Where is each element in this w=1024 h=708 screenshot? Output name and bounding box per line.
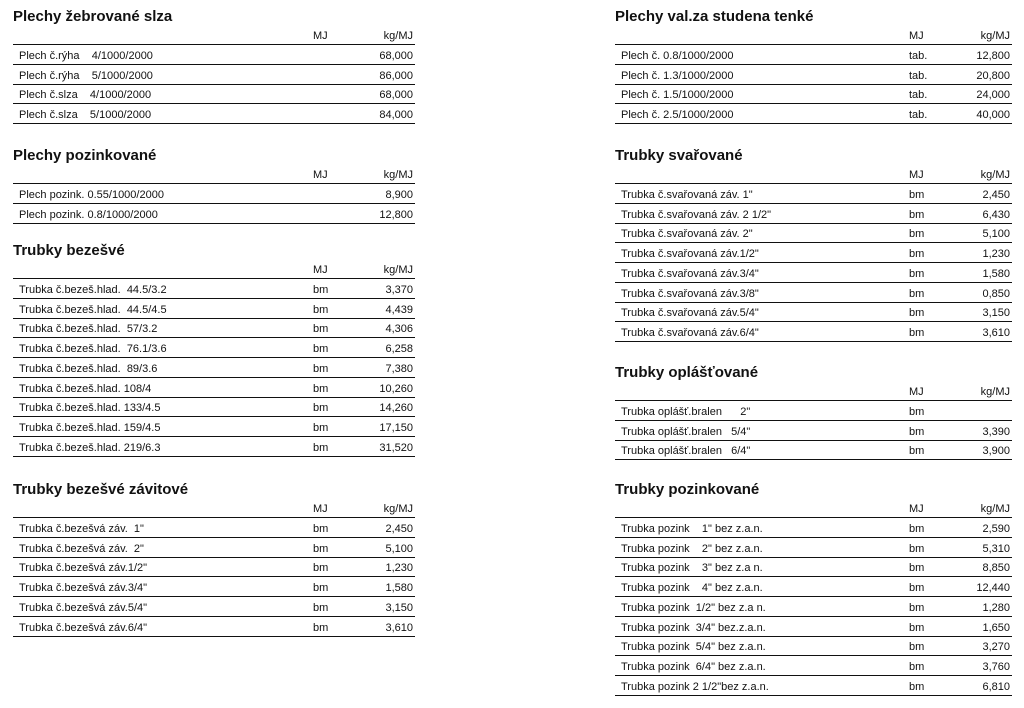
- item-name: Trubka č.svařovaná záv. 2": [621, 228, 753, 241]
- section-trubky-oplastovane: [615, 363, 1012, 460]
- item-unit: bm: [313, 323, 329, 336]
- header-mj: MJ: [313, 503, 328, 515]
- item-unit: tab.: [909, 69, 928, 82]
- item-weight: 1,580: [982, 267, 1010, 280]
- table-row: [615, 637, 1012, 657]
- column-header: [13, 261, 415, 279]
- item-unit: bm: [313, 582, 329, 594]
- item-name: Trubka oplášť.bralen 5/4": [621, 425, 751, 438]
- item-unit: bm: [313, 601, 329, 614]
- item-unit: bm: [909, 562, 925, 575]
- item-name: Trubka č.bezeš.hlad. 108/4: [19, 382, 152, 395]
- item-weight: 3,610: [982, 327, 1010, 339]
- item-unit: bm: [313, 441, 329, 454]
- table-row: [615, 676, 1012, 696]
- item-unit: bm: [909, 601, 925, 614]
- item-unit: bm: [909, 621, 925, 634]
- item-unit: bm: [909, 445, 925, 458]
- item-weight: 5,100: [982, 228, 1010, 241]
- table-row: [13, 65, 415, 85]
- section-title: Trubky svařované: [615, 147, 743, 164]
- header-mj: MJ: [909, 503, 924, 515]
- item-weight: 3,900: [982, 445, 1010, 458]
- header-mj: MJ: [909, 386, 924, 398]
- item-name: Trubka č.svařovaná záv.3/8": [621, 287, 759, 300]
- item-weight: 1,230: [982, 248, 1010, 260]
- column-header: [615, 27, 1012, 45]
- item-name: Plech č. 0.8/1000/2000: [621, 49, 734, 62]
- item-name: Trubka č.bezeš.hlad. 133/4.5: [19, 402, 161, 415]
- item-weight: 17,150: [379, 422, 413, 434]
- item-unit: bm: [909, 228, 925, 241]
- section-trubky-svarovane: [615, 146, 1012, 342]
- item-name: Trubka č.bezeš.hlad. 219/6.3: [19, 441, 161, 454]
- header-kg: kg/MJ: [383, 503, 413, 515]
- item-name: Trubka č.bezeš.hlad. 76.1/3.6: [19, 343, 167, 355]
- item-unit: tab.: [909, 89, 928, 102]
- item-unit: bm: [313, 522, 329, 535]
- item-name: Trubka č.svařovaná záv.3/4": [621, 267, 759, 280]
- section-title: Plechy žebrované slza: [13, 8, 173, 25]
- table-row: [13, 597, 415, 617]
- item-name: Trubka oplášť.bralen 6/4": [621, 445, 751, 458]
- item-name: Trubka č.bezešvá záv.5/4": [19, 601, 148, 614]
- table-row: [615, 558, 1012, 578]
- item-name: Trubka pozink 5/4" bez z.a.n.: [621, 641, 766, 654]
- table-row: [615, 303, 1012, 323]
- item-unit: bm: [909, 327, 925, 339]
- item-weight: 6,810: [982, 680, 1010, 693]
- section-title: Trubky pozinkované: [615, 481, 760, 498]
- item-unit: bm: [313, 542, 329, 555]
- header-mj: MJ: [909, 30, 924, 42]
- header-mj: MJ: [909, 169, 924, 181]
- item-weight: 3,150: [385, 601, 413, 614]
- section-title: Trubky bezešvé závitové: [13, 481, 189, 498]
- section-title: Plechy val.za studena tenké: [615, 8, 814, 25]
- item-weight: 4,306: [385, 323, 413, 336]
- item-weight: 68,000: [379, 89, 413, 102]
- item-name: Trubka č.bezešvá záv. 1": [19, 522, 144, 535]
- item-weight: 6,258: [385, 343, 413, 355]
- item-weight: 3,390: [982, 425, 1010, 438]
- item-name: Trubka č.svařovaná záv.6/4": [621, 327, 759, 339]
- section-plechy-val-za-studena-tenke: [615, 7, 1012, 124]
- section-trubky-pozinkovane: [615, 480, 1012, 696]
- item-unit: bm: [909, 542, 925, 555]
- table-row: [615, 45, 1012, 65]
- item-name: Trubka pozink 1/2" bez z.a n.: [621, 601, 766, 614]
- item-name: Trubka č.svařovaná záv. 2 1/2": [621, 208, 772, 221]
- item-unit: bm: [909, 248, 925, 260]
- table-row: [615, 518, 1012, 538]
- item-weight: 0,850: [982, 287, 1010, 300]
- table-row: [615, 656, 1012, 676]
- item-weight: 1,230: [385, 562, 413, 575]
- header-kg: kg/MJ: [383, 30, 413, 42]
- item-weight: 2,450: [385, 522, 413, 535]
- table-row: [13, 577, 415, 597]
- item-unit: bm: [313, 283, 329, 296]
- item-name: Trubka č.bezeš.hlad. 159/4.5: [19, 422, 161, 434]
- column-header: [615, 500, 1012, 518]
- item-unit: tab.: [909, 49, 928, 62]
- column-header: [13, 166, 415, 184]
- item-weight: 12,800: [379, 208, 413, 221]
- item-unit: bm: [313, 562, 329, 575]
- item-unit: bm: [909, 661, 925, 673]
- item-unit: bm: [313, 362, 329, 375]
- item-name: Trubka č.svařovaná záv.5/4": [621, 307, 759, 320]
- table-row: [13, 558, 415, 578]
- table-row: [615, 85, 1012, 105]
- item-weight: 8,900: [385, 188, 413, 201]
- item-unit: bm: [313, 621, 329, 634]
- table-row: [615, 322, 1012, 342]
- header-kg: kg/MJ: [980, 30, 1010, 42]
- item-unit: bm: [313, 303, 329, 316]
- item-name: Plech č.rýha 4/1000/2000: [19, 49, 153, 62]
- item-name: Plech pozink. 0.55/1000/2000: [19, 188, 164, 201]
- item-weight: 2,450: [982, 188, 1010, 201]
- header-mj: MJ: [313, 30, 328, 42]
- item-weight: 20,800: [976, 69, 1010, 82]
- table-row: [13, 104, 415, 124]
- item-unit: bm: [313, 382, 329, 395]
- item-weight: 1,650: [982, 621, 1010, 634]
- item-unit: bm: [909, 582, 925, 594]
- item-name: Trubka pozink 3" bez z.a n.: [621, 562, 763, 575]
- table-row: [13, 338, 415, 358]
- table-row: [615, 65, 1012, 85]
- item-weight: 10,260: [379, 382, 413, 395]
- item-weight: 84,000: [379, 109, 413, 121]
- item-weight: 6,430: [982, 208, 1010, 221]
- item-name: Trubka č.svařovaná záv.1/2": [621, 248, 759, 260]
- item-name: Plech č. 1.3/1000/2000: [621, 69, 734, 82]
- item-weight: 3,370: [385, 283, 413, 296]
- item-name: Trubka č.bezeš.hlad. 57/3.2: [19, 323, 158, 336]
- item-unit: bm: [313, 402, 329, 415]
- item-weight: 86,000: [379, 69, 413, 82]
- column-header: [13, 27, 415, 45]
- item-unit: bm: [313, 422, 329, 434]
- item-weight: 12,800: [976, 49, 1010, 62]
- table-row: [615, 401, 1012, 421]
- item-weight: 31,520: [379, 441, 413, 454]
- item-weight: 5,100: [385, 542, 413, 555]
- item-weight: 3,760: [982, 661, 1010, 673]
- item-weight: 1,580: [385, 582, 413, 594]
- item-name: Trubka č.svařovaná záv. 1": [621, 188, 753, 201]
- item-weight: 3,610: [385, 621, 413, 634]
- table-row: [615, 184, 1012, 204]
- item-unit: bm: [909, 425, 925, 438]
- item-weight: 40,000: [976, 109, 1010, 121]
- table-row: [615, 617, 1012, 637]
- table-row: [13, 398, 415, 418]
- item-unit: bm: [909, 287, 925, 300]
- item-unit: bm: [909, 522, 925, 535]
- table-row: [615, 263, 1012, 283]
- item-weight: 24,000: [976, 89, 1010, 102]
- section-trubky-bezesve-zavitove: [13, 480, 415, 637]
- header-kg: kg/MJ: [383, 264, 413, 276]
- item-weight: 5,310: [982, 542, 1010, 555]
- item-weight: 3,270: [982, 641, 1010, 654]
- section-plechy-zebrovane-slza: [13, 7, 415, 124]
- item-unit: bm: [909, 267, 925, 280]
- item-name: Trubka č.bezešvá záv.6/4": [19, 621, 148, 634]
- item-weight: 68,000: [379, 49, 413, 62]
- item-weight: 12,440: [976, 582, 1010, 594]
- table-row: [615, 224, 1012, 244]
- item-unit: bm: [909, 680, 925, 693]
- table-row: [615, 243, 1012, 263]
- item-unit: bm: [909, 307, 925, 320]
- item-name: Trubka č.bezešvá záv. 2": [19, 542, 144, 555]
- header-kg: kg/MJ: [383, 169, 413, 181]
- table-row: [615, 204, 1012, 224]
- table-row: [615, 283, 1012, 303]
- item-name: Trubka pozink 6/4" bez z.a.n.: [621, 661, 766, 673]
- item-weight: 2,590: [982, 522, 1010, 535]
- item-name: Plech č. 2.5/1000/2000: [621, 109, 734, 121]
- table-row: [13, 358, 415, 378]
- table-row: [13, 85, 415, 105]
- item-unit: bm: [313, 343, 329, 355]
- table-row: [13, 617, 415, 637]
- item-name: Trubka č.bezešvá záv.1/2": [19, 562, 148, 575]
- section-title: Trubky bezešvé: [13, 242, 125, 259]
- item-name: Trubka pozink 2 1/2"bez z.a.n.: [621, 680, 769, 693]
- item-name: Trubka č.bezešvá záv.3/4": [19, 582, 148, 594]
- item-name: Plech č.slza 4/1000/2000: [19, 89, 152, 102]
- table-row: [13, 378, 415, 398]
- item-unit: bm: [909, 188, 925, 201]
- item-name: Trubka pozink 2" bez z.a.n.: [621, 542, 763, 555]
- item-name: Trubka č.bezeš.hlad. 44.5/4.5: [19, 303, 167, 316]
- table-row: [615, 538, 1012, 558]
- item-unit: bm: [909, 405, 925, 418]
- item-name: Trubka č.bezeš.hlad. 44.5/3.2: [19, 283, 167, 296]
- table-row: [13, 538, 415, 558]
- table-row: [13, 417, 415, 437]
- item-weight: 4,439: [385, 303, 413, 316]
- item-weight: 7,380: [385, 362, 413, 375]
- column-header: [615, 383, 1012, 401]
- section-plechy-pozinkovane: [13, 146, 415, 224]
- table-row: [13, 299, 415, 319]
- table-row: [13, 204, 415, 224]
- section-title: Trubky oplášťované: [615, 364, 759, 381]
- item-name: Trubka č.bezeš.hlad. 89/3.6: [19, 362, 158, 375]
- item-weight: 3,150: [982, 307, 1010, 320]
- item-unit: tab.: [909, 109, 928, 121]
- table-row: [615, 104, 1012, 124]
- item-name: Plech č.rýha 5/1000/2000: [19, 69, 153, 82]
- column-header: [13, 500, 415, 518]
- table-row: [13, 279, 415, 299]
- item-name: Trubka pozink 4" bez z.a.n.: [621, 582, 763, 594]
- table-row: [13, 518, 415, 538]
- item-unit: bm: [909, 208, 925, 221]
- item-name: Trubka oplášť.bralen 2": [621, 405, 751, 418]
- section-title: Plechy pozinkované: [13, 147, 157, 164]
- header-kg: kg/MJ: [980, 503, 1010, 515]
- header-kg: kg/MJ: [980, 386, 1010, 398]
- item-name: Plech č.slza 5/1000/2000: [19, 109, 152, 121]
- column-header: [615, 166, 1012, 184]
- table-row: [615, 421, 1012, 441]
- item-name: Plech pozink. 0.8/1000/2000: [19, 208, 158, 221]
- item-name: Trubka pozink 3/4" bez.z.a.n.: [621, 621, 766, 634]
- table-row: [13, 45, 415, 65]
- item-unit: bm: [909, 641, 925, 654]
- header-kg: kg/MJ: [980, 169, 1010, 181]
- table-row: [615, 441, 1012, 461]
- header-mj: MJ: [313, 264, 328, 276]
- table-row: [13, 184, 415, 204]
- item-weight: 1,280: [982, 601, 1010, 614]
- section-trubky-bezesve: [13, 241, 415, 457]
- item-weight: 8,850: [982, 562, 1010, 575]
- table-row: [615, 577, 1012, 597]
- item-name: Plech č. 1.5/1000/2000: [621, 89, 734, 102]
- item-weight: 14,260: [379, 402, 413, 415]
- table-row: [13, 319, 415, 339]
- table-row: [615, 597, 1012, 617]
- item-name: Trubka pozink 1" bez z.a.n.: [621, 522, 763, 535]
- header-mj: MJ: [313, 169, 328, 181]
- table-row: [13, 437, 415, 457]
